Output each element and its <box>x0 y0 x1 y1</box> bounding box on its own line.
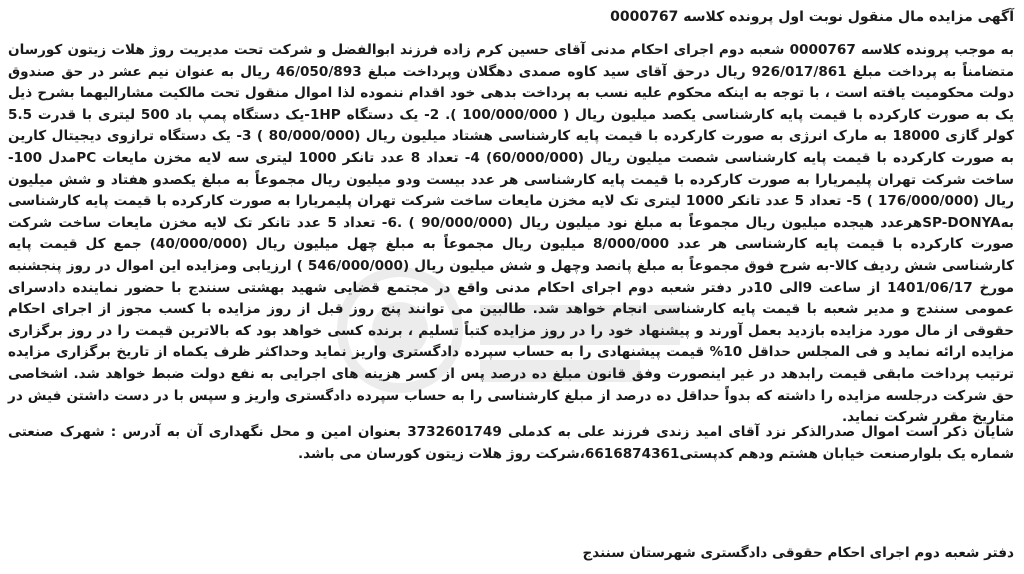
notice-title: آگهی مزایده مال منقول نوبت اول پرونده کلاسه 0000767 <box>610 9 1014 25</box>
notice-body: به موجب پرونده کلاسه 0000767 شعبه دوم اجرای احکام مدنی آقای حسین کرم زاده فرزند ابوالفضل و شرکت تحت مدیریت روژ هلات زیتون کورسان متضامناً به پرداخت مبلغ 926/017/861 ریال درحق آقای سید کاوه صمدی دهگلان وپرداخت مبلغ 46/050/893 ریال به عنوان نیم عشر در حق صندوق دولت محکومیت یافته است ، با توجه به اینکه محکوم علیه نسب به پرداخت بدهی خود اقدام ننموده لذا اموال منقول تحت مالکیت مشارالیهما بشرح ذیل یک به صورت کارکرده با قیمت پایه کارشناسی یکصد میلیون ریال ( 100/000/000 ). 2- یک دستگاه 1HP-یک دستگاه پمپ باد 500 لیتری با قدرت 5.5 کولر گازی 18000 به مارک انرژی به صورت کارکرده با قیمت پایه کارشناسی هشتاد میلیون ریال (80/000/000 ) 3- یک دستگاه ترازوی دیجیتال کارین به صورت کارکرده با قیمت پایه کارشناسی شصت میلیون ریال (60/000/000) 4- تعداد 8 عدد تانکر 1000 لیتری سه لایه مخزن مایعات PCمدل 100-ساخت شرکت تهران پلیمریارا به صورت کارکرده با قیمت پایه کارشناسی هر عدد بیست ودو میلیون ریال مجموعاً به مبلغ یکصدو هفتاد و شش میلیون ریال (176/000/000 ) 5- تعداد 5 عدد تانکر 1000 لیتری تک لایه مخزن مایعات ساخت شرکت تهران پلیمریارا به صورت کارکرده با قیمت پایه کارشناسی بهSP-DONYAهرعدد هیجده میلیون ریال مجموعاً به مبلغ نود میلیون ریال (90/000/000 ) .6- تعداد 5 عدد تانکر تک لایه مخزن مایعات ساخت شرکت صورت کارکرده با قیمت پایه کارشناسی هر عدد 8/000/000 میلیون ریال مجموعاً به مبلغ چهل میلیون ریال (40/000/000) جمع کل قیمت پایه کارشناسی شش ردیف کالا-به شرح فوق مجموعاً به مبلغ پانصد وچهل و شش میلیون ریال (546/000/000 ) ارزیابی ومزایده این اموال در روز پنجشنبه مورخ 1401/06/17 از ساعت 9الی 10در دفتر شعبه دوم اجرای احکام مدنی واقع در مجتمع قضایی شهید بهشتی سنندج با حضور نماینده دادسرای عمومی سنندج و مدیر شعبه با قیمت پایه کارشناسی انجام خواهد شد. طالبین می توانند پنج روز قبل از روز مزایده با کسب مجوز از اجرای احکام حقوقی از مال مورد مزایده بازدید بعمل آورند و پیشنهاد خود را در روز مزایده کتباً تسلیم ، برنده کسی خواهد بود که بالاترین قیمت را در روز برگزاری مزایده ارائه نماید و فی المجلس حداقل 10% قیمت پیشنهادی را به حساب سپرده دادگستری واریز نماید وحداکثر ظرف یکماه از تاریخ برگزاری مزایده ترتیب پرداخت مابقی قیمت رابدهد در غیر اینصورت وفق قانون مبلغ ده درصد پس از کسر هزینه های اجرایی به نفع دولت ضبط خواهد شد. اشخاصی حق شرکت درجلسه مزایده را داشته که بدواً حداقل ده درصد از مبلغ کارشناسی را به حساب سپرده دادگستری واریز و سپس با در دست داشتن فیش در متاریخ مقرر شرکت نماید. <box>8 42 1015 426</box>
issuing-office-signature: دفتر شعبه دوم اجرای احکام حقوقی دادگستری شهرستان سنندج <box>582 545 1014 561</box>
custodian-note: شایان ذکر است اموال صدرالذکر نزد آقای امید زندی فرزند علی به کدملی 3732601749 بعنوان امین و محل نگهداری آن به آدرس : شهرک صنعتی شماره یک بلوارصنعت خیابان هشتم ودهم کدپستی6616874361،شرکت روژ هلات زیتون کورسان می باشد. <box>8 424 1014 462</box>
